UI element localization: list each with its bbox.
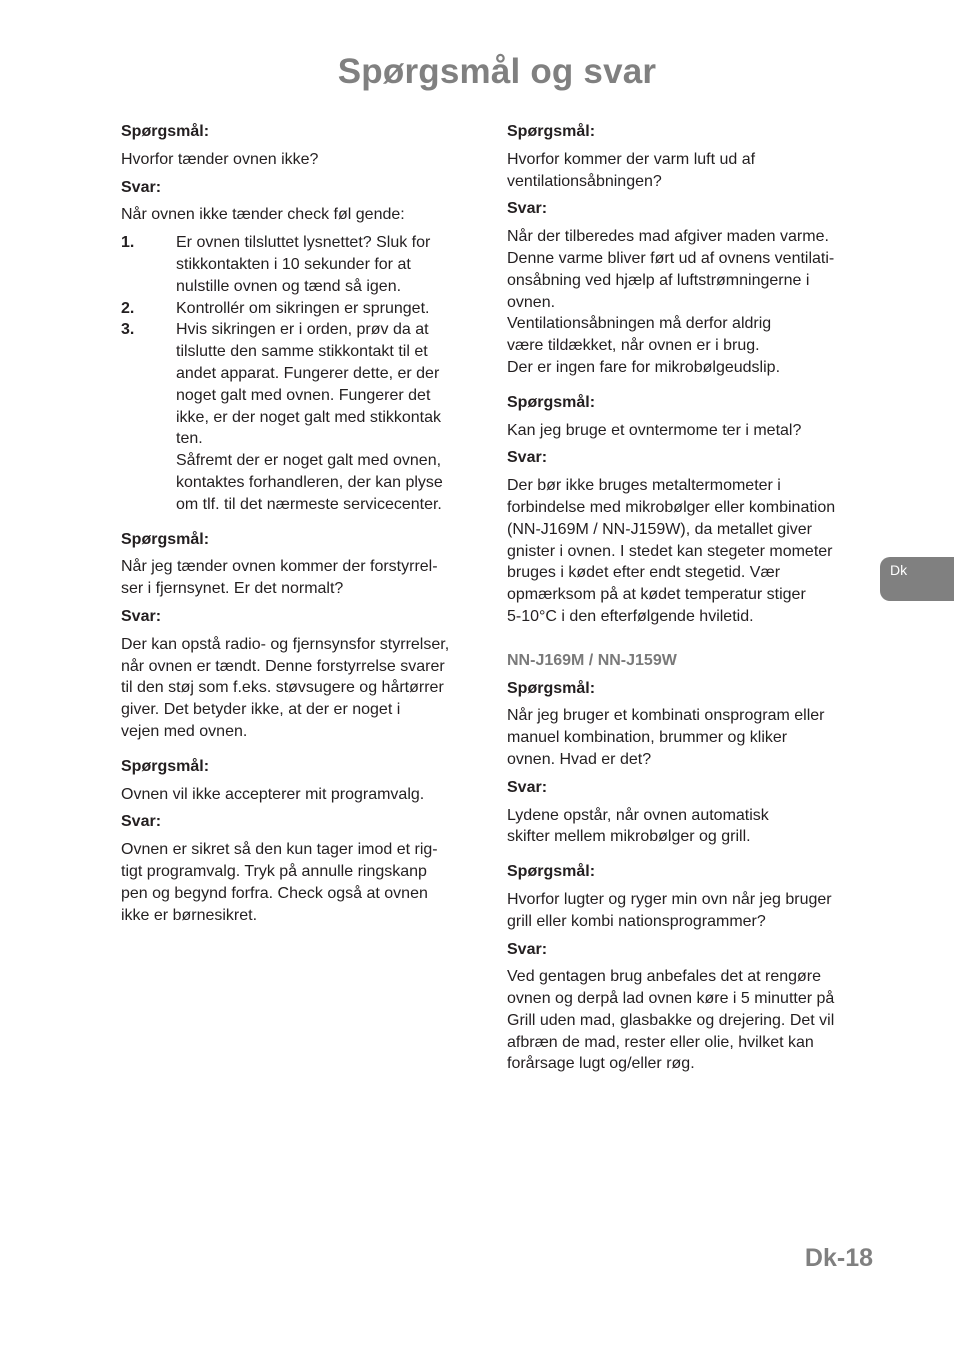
answer-heading: Svar:: [507, 200, 548, 218]
text-line: når ovnen er tændt. Denne forstyrrelse svarer: [121, 657, 445, 675]
text-line: afbræn de mad, rester eller olie, hvilket kan: [507, 1033, 814, 1051]
text-line: bruges i kødet efter endt stegetid. Vær: [507, 564, 781, 582]
step-line: nulstille ovnen og tænd så igen.: [176, 277, 402, 295]
text-line: til den støj som f.eks. støvsugere og hårtørrer: [121, 679, 444, 697]
text-line: Der kan opstå radio- og fjernsynsfor styrrelser,: [121, 635, 450, 653]
step-line: ten.: [176, 430, 203, 448]
qa-block-tv-interference: [121, 529, 483, 743]
step-number: 2.: [121, 299, 135, 317]
text-line: forårsage lugt og/eller røg.: [507, 1055, 695, 1073]
step-line: andet apparat. Fungerer dette, er der: [176, 364, 440, 382]
question-text: [507, 705, 872, 770]
step-number: 3.: [121, 321, 135, 339]
answer-heading: Svar:: [507, 449, 548, 467]
step-line: ikke, er der noget galt med stikkontak: [176, 408, 442, 426]
question-heading: Spørgsmål:: [507, 393, 596, 411]
text-line: Når jeg bruger et kombinati onsprogram eller: [507, 707, 825, 725]
text-line: manuel kombination, brummer og kliker: [507, 729, 788, 747]
step-item: [121, 319, 483, 515]
step-item: [121, 298, 483, 320]
step-item: [121, 232, 483, 297]
answer-text: [507, 475, 872, 628]
text-line: onsåbning ved hjælp af luftstrømningerne i: [507, 271, 810, 289]
text-line: forbindelse med mikrobølger eller kombination: [507, 498, 836, 516]
text-line: Hvorfor lugter og ryger min ovn når jeg bruger: [507, 890, 832, 908]
text-line: Hvorfor kommer der varm luft ud af: [507, 150, 756, 168]
step-number: 1.: [121, 234, 135, 252]
page-title: Spørgsmål og svar: [337, 52, 657, 91]
qa-block-warm-air: [507, 121, 872, 379]
qa-block-program-selection: [121, 756, 483, 927]
question-text: Ovnen vil ikke accepterer mit programvalg.: [121, 785, 425, 803]
step-line: tilslutte den samme stikkontakt til et: [176, 343, 428, 361]
step-line: Kontrollér om sikringen er sprunget.: [176, 299, 430, 317]
answer-text: [507, 226, 872, 379]
answer-text: [507, 805, 872, 849]
question-heading: Spørgsmål:: [507, 123, 596, 140]
right-column: [507, 121, 872, 1088]
text-line: skifter mellem mikrobølger og grill.: [507, 828, 751, 846]
question-text: Kan jeg bruge et ovntermome ter i metal?: [507, 421, 802, 439]
text-line: ovnen. Hvad er det?: [507, 750, 652, 768]
question-text: [507, 889, 872, 933]
answer-intro: Når ovnen ikke tænder check føl gende:: [121, 206, 405, 224]
question-heading: Spørgsmål:: [507, 679, 596, 697]
text-line: Lydene opstår, når ovnen automatisk: [507, 806, 769, 824]
text-line: Der er ingen fare for mikrobølgeudslip.: [507, 358, 781, 376]
step-line: noget galt med ovnen. Fungerer det: [176, 386, 431, 404]
qa-block-combination-noise: [507, 678, 872, 849]
answer-heading: Svar:: [121, 813, 162, 831]
qa-block-metal-thermometer: [507, 392, 872, 628]
answer-heading: Svar:: [507, 940, 548, 958]
step-line: Såfremt der er noget galt med ovnen,: [176, 452, 442, 470]
question-text: Hvorfor tænder ovnen ikke?: [121, 150, 319, 168]
step-line: Er ovnen tilsluttet lysnettet? Sluk for: [176, 234, 431, 252]
text-line: ovnen.: [507, 293, 556, 311]
model-heading: NN-J169M / NN-J159W: [507, 651, 677, 669]
step-line: om tlf. til det nærmeste servicecenter.: [176, 495, 442, 513]
question-heading: Spørgsmål:: [121, 530, 210, 548]
text-line: 5-10°C i den efterfølgende hviletid.: [507, 607, 754, 625]
answer-heading: Svar:: [121, 178, 162, 196]
answer-heading: Svar:: [121, 607, 162, 625]
answer-text: [121, 634, 483, 743]
text-line: opmærksom på at kødet temperatur stiger: [507, 586, 806, 604]
text-line: ovnen og derpå lad ovnen køre i 5 minutter på: [507, 990, 835, 1008]
answer-heading: Svar:: [507, 778, 548, 796]
question-heading: Spørgsmål:: [121, 757, 210, 775]
text-line: gnister i ovnen. I stedet kan stegeter mometer: [507, 542, 833, 560]
text-line: ser i fjernsynet. Er det normalt?: [121, 580, 344, 598]
question-heading: Spørgsmål:: [121, 123, 210, 140]
text-line: ikke er børnesikret.: [121, 906, 258, 924]
text-line: Ved gentagen brug anbefales det at rengøre: [507, 968, 822, 986]
text-line: være tildækket, når ovnen er i brug.: [507, 337, 760, 355]
answer-text: [121, 839, 483, 926]
language-tab: Dk: [880, 557, 954, 601]
question-text: [507, 149, 872, 193]
text-line: giver. Det betyder ikke, at der er noget i: [121, 701, 401, 719]
text-line: Ovnen er sikret så den kun tager imod et rig-: [121, 841, 438, 859]
text-line: tigt programvalg. Tryk på annulle ringskanp: [121, 862, 427, 880]
step-line: stikkontakten i 10 sekunder for at: [176, 255, 411, 273]
text-line: Når der tilberedes mad afgiver maden varme.: [507, 228, 829, 246]
step-line: kontaktes forhandleren, der kan plyse: [176, 473, 443, 491]
text-line: pen og begynd forfra. Check også at ovnen: [121, 884, 428, 902]
page-number: Dk-18: [804, 1244, 873, 1272]
left-column: [121, 121, 483, 939]
text-line: ventilationsåbningen?: [507, 172, 662, 190]
answer-text: [507, 966, 872, 1075]
qa-block-smell-smoke: [507, 861, 872, 1075]
step-line: Hvis sikringen er i orden, prøv da at: [176, 321, 429, 339]
text-line: (NN-J169M / NN-J159W), da metallet giver: [507, 520, 812, 538]
text-line: Når jeg tænder ovnen kommer der forstyrrel-: [121, 558, 438, 576]
answer-steps: [121, 232, 483, 515]
question-text: [121, 556, 483, 600]
text-line: grill eller kombi nationsprogrammer?: [507, 912, 766, 930]
text-line: Grill uden mad, glasbakke og drejering. Det vil: [507, 1011, 835, 1029]
text-line: Ventilationsåbningen må derfor aldrig: [507, 315, 772, 333]
qa-block-why-not-start: [121, 121, 483, 516]
text-line: vejen med ovnen.: [121, 722, 248, 740]
question-heading: Spørgsmål:: [507, 863, 596, 881]
text-line: Der bør ikke bruges metaltermometer i: [507, 477, 781, 495]
text-line: Denne varme bliver ført ud af ovnens ventilati-: [507, 249, 835, 267]
